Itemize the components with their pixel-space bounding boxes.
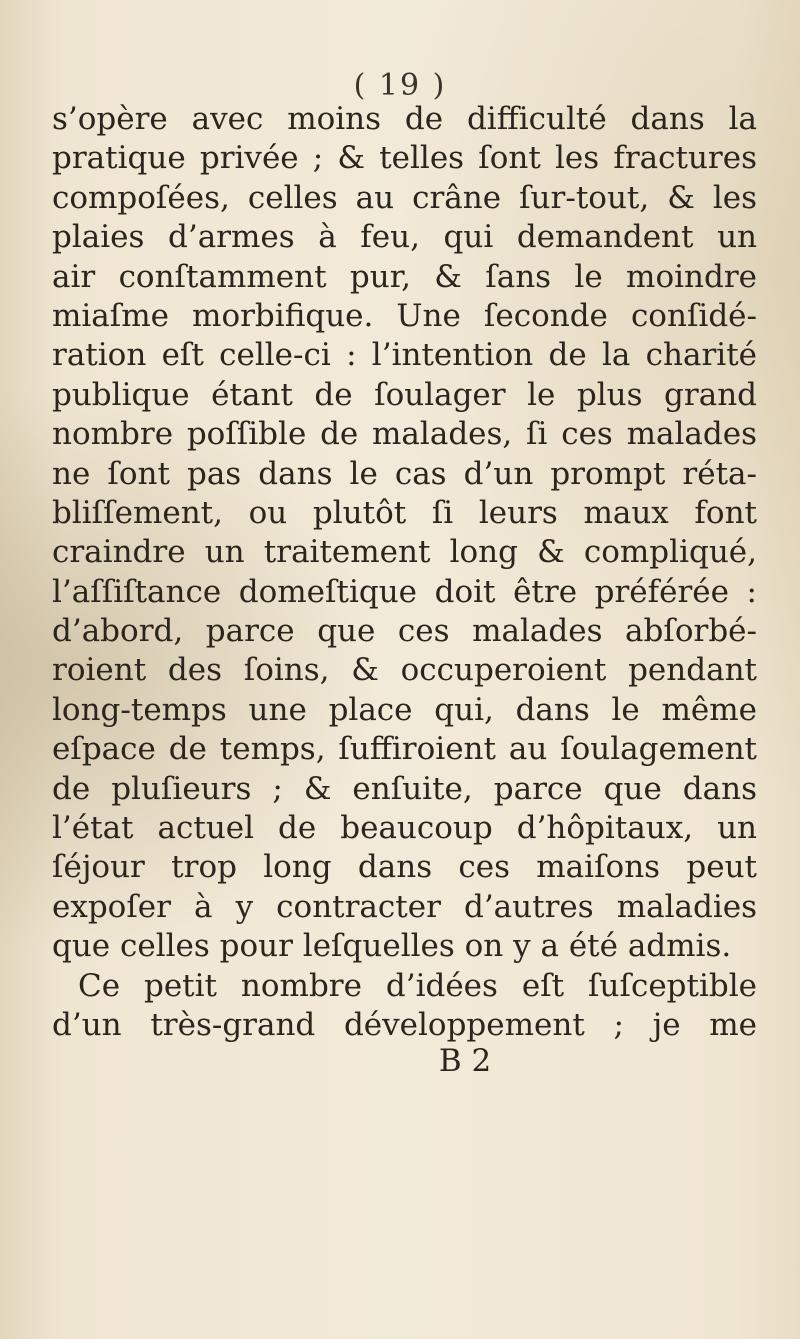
text-line: de pluſieurs ; & enſuite, parce que dans xyxy=(52,770,757,807)
page-number: ( 19 ) xyxy=(353,68,447,103)
text-line: compoſées, celles au crâne ſur-tout, & les xyxy=(52,179,757,216)
text-line: bliſſement, ou plutôt ſi leurs maux font xyxy=(52,494,757,531)
text-line: publique étant de ſoulager le plus grand xyxy=(52,376,757,413)
text-line: air conſtamment pur, & ſans le moindre xyxy=(52,258,757,295)
text-line: miaſme morbifique. Une ſeconde conſidé- xyxy=(52,297,757,334)
body-text xyxy=(52,100,757,1045)
text-line: expoſer à y contracter d’autres maladies xyxy=(52,888,757,925)
text-line: ration eſt celle-ci : l’intention de la charité xyxy=(52,337,757,374)
text-line: que celles pour leſquelles on y a été admis. xyxy=(52,928,732,965)
text-line: ne ſont pas dans le cas d’un prompt réta- xyxy=(52,455,757,492)
text-line: d’un très-grand développement ; je me xyxy=(52,1006,757,1043)
signature-mark: B 2 xyxy=(438,1043,492,1079)
text-line: Ce petit nombre d’idées eſt ſuſceptible xyxy=(78,967,757,1004)
text-line: long-temps une place qui, dans le même xyxy=(52,691,757,728)
text-line: pratique privée ; & telles ſont les fractures xyxy=(52,140,757,177)
text-line: roient des ſoins, & occuperoient pendant xyxy=(52,652,757,689)
text-line: craindre un traitement long & compliqué, xyxy=(52,534,757,571)
text-line: l’aſſiſtance domeſtique doit être préférée : xyxy=(52,573,757,610)
text-line: s’opère avec moins de difficulté dans la xyxy=(52,101,757,137)
text-line: plaies d’armes à feu, qui demandent un xyxy=(52,219,757,256)
text-line: nombre poſſible de malades, ſi ces malades xyxy=(52,416,757,453)
text-line: l’état actuel de beaucoup d’hôpitaux, un xyxy=(52,810,757,847)
text-line: ſéjour trop long dans ces maiſons peut xyxy=(52,849,757,886)
text-line: d’abord, parce que ces malades abſorbé- xyxy=(52,613,757,650)
text-line: eſpace de temps, ſuffiroient au ſoulagement xyxy=(52,731,757,768)
